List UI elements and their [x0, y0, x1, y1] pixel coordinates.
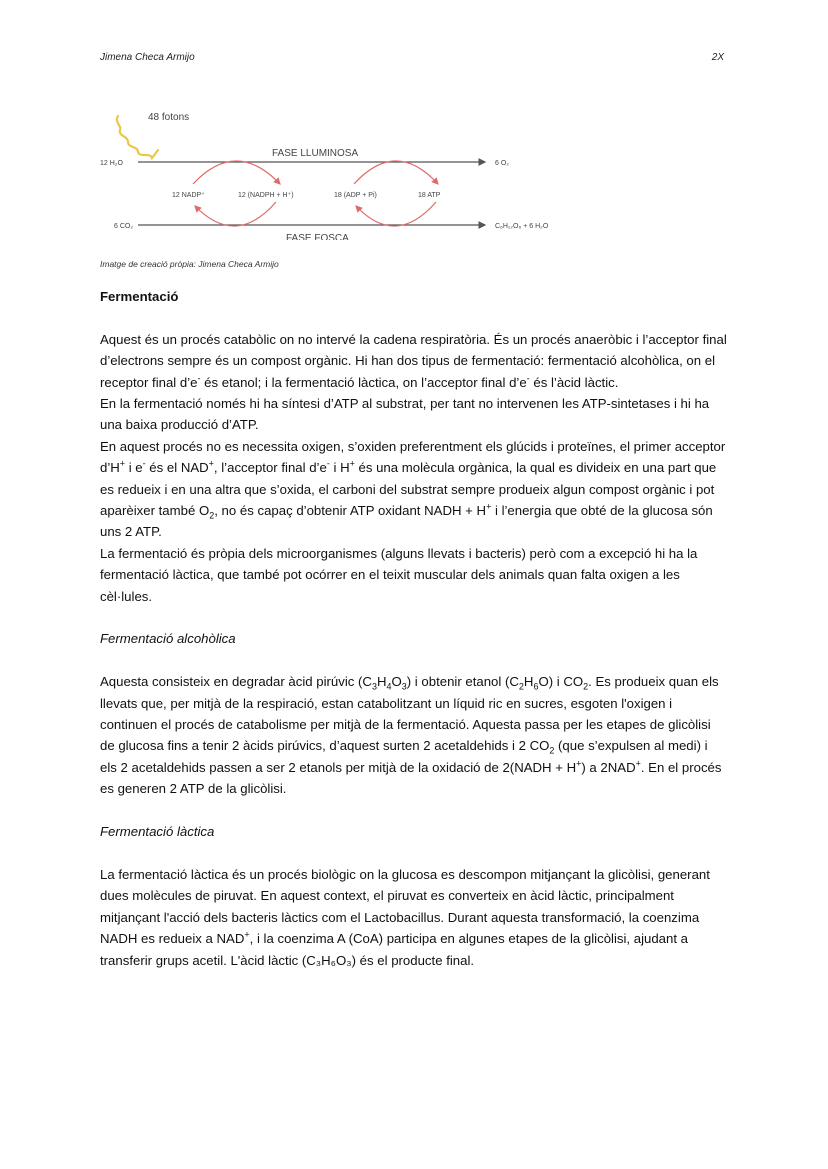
photosynthesis-diagram [100, 100, 570, 240]
page-header [100, 52, 724, 63]
section-heading: Fermentació [100, 289, 179, 304]
dark-input: 6 CO₂ [114, 223, 134, 230]
figure-caption: Imatge de creació pròpia: Jimena Checa Armijo [100, 259, 279, 269]
paragraph: En aquest procés no es necessita oxigen, s’oxiden preferentment els glúcids i proteïnes, el primer acceptor d’H+ i e- és el NAD+, l’acceptor final d’e- i H+ és una molècula orgànica, la qual es divideix en una part que es redueix i en una altra que s’oxida, el carboni del substrat sempre produeix algun compost orgànic i pot aparèixer també $O_2$, no és capaç d’obtenir ATP oxidant NADH + H+ i l’energia que obté de la glucosa són uns 2 ATP. [100, 438, 726, 540]
spacer [100, 800, 728, 821]
paragraph: La fermentació és pròpia dels microorganismes (alguns llevats i bacteris) però com a excepció hi ha la fermentació làctica, que també pot ocórrer en el teixit muscular dels animals quan falta oxigen a les cèl·lules. [100, 545, 698, 604]
cycle-1-left-label: 12 NADP⁺ [172, 192, 205, 199]
document-body [100, 286, 728, 971]
author-name: Jimena Checa Armijo [100, 52, 195, 63]
paragraph: Aquesta consisteix en degradar àcid pirúvic $(C_3H_4O_3)$ i obtenir etanol $(C_2H_6O)$ i $CO_2$. Es produeix quan els llevats que, per mitjà de la respiració, estan catabolitzant un líquid ric en sucres, esgoten l'oxigen i continuen el procés de catabolisme per mitjà de la fermentació. Aquesta passa per les etapes de glicòlisi de glucosa fins a tenir 2 àcids pirúvics, d’aquest surten 2 acetaldehids i 2 $CO_2$ (que s’expulsen al medi) i els 2 acetaldehids passen a ser 2 etanols per mitjà de la oxidació de 2(NADH + H+) a 2NAD+. En el procés es generen 2 ATP de la glicòlisi. [100, 674, 722, 797]
section-heading: Fermentació làctica [100, 824, 215, 840]
photons-label: 48 fotons [148, 112, 190, 123]
dark-output: C₆H₁₂O₆ + 6 H₂O [495, 223, 549, 230]
paragraph: En la fermentació només hi ha síntesi d’ATP al substrat, per tant no intervenen les ATP-sintetases i hi ha una baixa producció d’ATP. [100, 396, 710, 433]
section-fermentacio [100, 286, 728, 607]
light-phase-label: FASE LLUMINOSA [272, 148, 359, 159]
section-fermentacio-lactica [100, 821, 728, 971]
cycle-2-bottom-arrow [356, 202, 436, 226]
section-heading: Fermentació alcohòlica [100, 631, 236, 647]
cycle-2-right-label: 18 ATP [418, 192, 441, 199]
spacer [100, 607, 728, 628]
paragraph: Aquest és un procés catabòlic on no intervé la cadena respiratòria. És un procés anaeròbic i l’acceptor final d’electrons sempre és un compost orgànic. Hi han dos tipus de fermentació: fermentació alcohòlica, on el receptor final d’e- és etanol; i la fermentació làctica, on l’acceptor final d’e- és l’àcid làctic. [100, 331, 727, 390]
cycle-2-top-arrow [354, 161, 438, 184]
cycle-1-bottom-arrow [195, 202, 276, 226]
page-number: 2X [711, 52, 724, 63]
section-fermentacio-alcoholica [100, 628, 728, 799]
light-output: 6 O₂ [495, 160, 509, 167]
cycle-2-left-label: 18 (ADP + Pi) [334, 192, 377, 199]
light-input: 12 H₂O [100, 160, 123, 167]
paragraph: La fermentació làctica és un procés biològic on la glucosa es descompon mitjançant la glicòlisi, generant dues molècules de piruvat. En aquest context, el piruvat es converteix en àcid làctic, principalment mitjançant l'acció dels bacteris làctics com el Lactobacillus. Durant aquesta transformació, la coenzima NADH es redueix a NAD+, i la coenzima A (CoA) participa en algunes etapes de la glicòlisi, ajudant a transferir grups acetil. L'àcid làctic (C₃H₆O₃) és el producte final. [100, 866, 710, 968]
cycle-1-right-label: 12 (NADPH + H⁺) [238, 192, 294, 199]
dark-phase-label: FASE FOSCA [286, 233, 349, 240]
cycle-1-top-arrow [193, 161, 280, 184]
